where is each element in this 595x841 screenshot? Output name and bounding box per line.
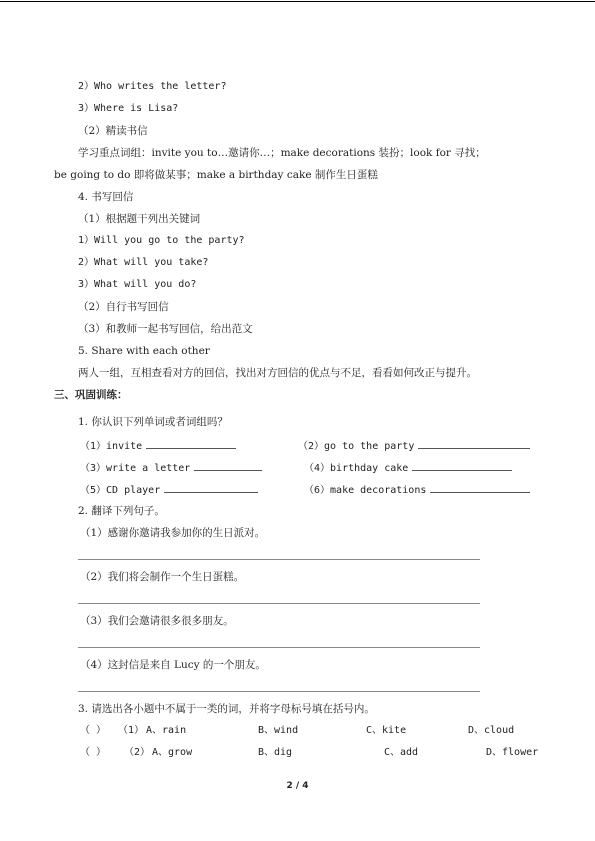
answer-blank[interactable] (164, 482, 258, 493)
answer-line[interactable] (78, 559, 480, 560)
choice-num: （2） (124, 747, 151, 758)
question-line: 3）Where is Lisa? (78, 103, 179, 114)
top-border (0, 1, 595, 2)
vocab-item: （6）make decorations (304, 482, 530, 498)
choice-b: B、dig (258, 747, 293, 758)
choice-c: C、kite (366, 725, 407, 736)
paragraph-line: be going to do 即将做某事；make a birthday cake 制作生日蛋糕 (54, 169, 378, 181)
translate-item: （4）这封信是来自 Lucy 的一个朋友。 (80, 659, 266, 671)
subheading: （2）精读书信 (78, 125, 148, 137)
translate-item: （3）我们会邀请很多很多朋友。 (80, 615, 234, 627)
answer-line[interactable] (78, 647, 480, 648)
answer-blank[interactable] (412, 460, 512, 471)
choice-d: D、cloud (468, 725, 515, 736)
choice-c: C、add (384, 747, 419, 758)
answer-blank[interactable] (418, 438, 530, 449)
translate-item: （2）我们将会制作一个生日蛋糕。 (80, 571, 245, 583)
exercise-heading: 2. 翻译下列句子。 (78, 505, 165, 517)
question-line: 3）What will you do? (78, 279, 197, 290)
subheading: （2）自行书写回信 (78, 301, 169, 313)
step-heading: 4. 书写回信 (78, 191, 134, 203)
choice-a: A、rain (146, 725, 187, 736)
paragraph-line: 两人一组，互相查看对方的回信，找出对方回信的优点与不足，看看如何改正与提升。 (78, 367, 477, 379)
answer-blank[interactable] (194, 460, 262, 471)
vocab-item: （5）CD player (80, 482, 258, 498)
choice-b: B、wind (258, 725, 299, 736)
vocab-item: （1）invite (80, 438, 236, 454)
step-heading: 5. Share with each other (78, 345, 210, 357)
exercise-heading: 3. 请选出各小题中不属于一类的词，并将字母标号填在括号内。 (78, 703, 375, 715)
vocab-item: （4）birthday cake (304, 460, 512, 476)
paragraph-line: 学习重点词组：invite you to…邀请你…；make decorations 装扮；look for 寻找； (78, 147, 486, 159)
question-line: 2）Who writes the letter? (78, 81, 227, 92)
section-heading: 三、巩固训练： (54, 389, 128, 401)
translate-item: （1）感谢你邀请我参加你的生日派对。 (80, 527, 266, 539)
vocab-item: （2）go to the party (298, 438, 530, 454)
choice-paren[interactable]: （ ） (80, 747, 107, 758)
vocab-item: （3）write a letter (80, 460, 262, 476)
page-number: 2 / 4 (286, 781, 309, 791)
exercise-heading: 1. 你认识下列单词或者词组吗？ (78, 416, 228, 428)
question-line: 2）What will you take? (78, 257, 209, 268)
answer-line[interactable] (78, 691, 480, 692)
answer-blank[interactable] (146, 438, 236, 449)
subheading: （1）根据题干列出关键词 (78, 213, 201, 225)
choice-d: D、flower (486, 747, 539, 758)
answer-blank[interactable] (430, 482, 530, 493)
question-line: 1）Will you go to the party? (78, 235, 245, 246)
choice-a: A、grow (152, 747, 193, 758)
answer-line[interactable] (78, 603, 480, 604)
choice-num: （1） (118, 725, 145, 736)
subheading: （3）和教师一起书写回信，给出范文 (78, 323, 253, 335)
choice-paren[interactable]: （ ） (80, 725, 107, 736)
